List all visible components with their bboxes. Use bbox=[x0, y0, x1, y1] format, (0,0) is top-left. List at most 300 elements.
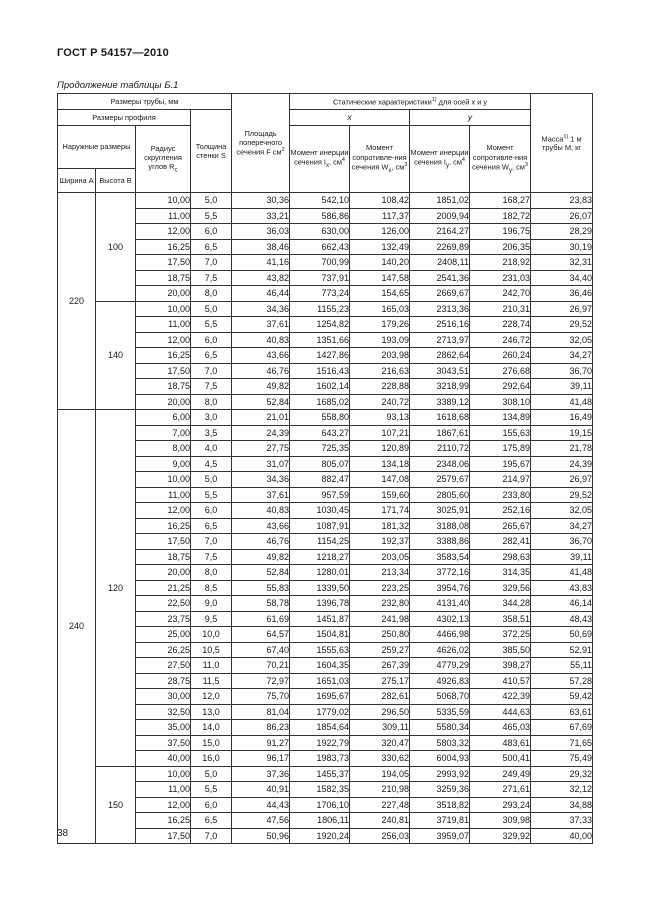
cell-radius: 6,00 bbox=[136, 410, 191, 426]
cell-thickness: 15,0 bbox=[191, 735, 232, 751]
table-row bbox=[58, 239, 593, 255]
table-row bbox=[58, 751, 593, 767]
cell-radius: 21,25 bbox=[136, 580, 191, 596]
cell-ix: 1806,11 bbox=[290, 813, 350, 829]
cell-wx: 223,25 bbox=[350, 580, 410, 596]
cell-iy: 1851,02 bbox=[410, 193, 470, 209]
cell-radius: 26,25 bbox=[136, 642, 191, 658]
cell-thickness: 4,0 bbox=[191, 441, 232, 457]
cell-ix: 630,00 bbox=[290, 224, 350, 240]
cell-area: 75,70 bbox=[232, 689, 290, 705]
table-row bbox=[58, 627, 593, 643]
cell-radius: 16,25 bbox=[136, 813, 191, 829]
cell-wy: 292,64 bbox=[470, 379, 531, 395]
cell-wx: 203,05 bbox=[350, 549, 410, 565]
cell-mass: 46,14 bbox=[531, 596, 593, 612]
cell-wx: 228,88 bbox=[350, 379, 410, 395]
cell-mass: 41,48 bbox=[531, 565, 593, 581]
table-row bbox=[58, 549, 593, 565]
cell-ix: 882,47 bbox=[290, 472, 350, 488]
cell-radius: 11,00 bbox=[136, 487, 191, 503]
cell-ix: 586,86 bbox=[290, 208, 350, 224]
cell-wy: 293,24 bbox=[470, 797, 531, 813]
cell-ix: 1779,02 bbox=[290, 704, 350, 720]
cell-radius: 11,00 bbox=[136, 782, 191, 798]
cell-iy: 4302,13 bbox=[410, 611, 470, 627]
cell-iy: 2348,06 bbox=[410, 456, 470, 472]
cell-ix: 1396,78 bbox=[290, 596, 350, 612]
table-row bbox=[58, 441, 593, 457]
cell-iy: 4131,40 bbox=[410, 596, 470, 612]
cell-ix: 700,99 bbox=[290, 255, 350, 271]
cell-ix: 542,10 bbox=[290, 193, 350, 209]
table-row bbox=[58, 332, 593, 348]
cell-wx: 275,17 bbox=[350, 673, 410, 689]
cell-mass: 26,97 bbox=[531, 472, 593, 488]
table-row bbox=[58, 611, 593, 627]
cell-radius: 35,00 bbox=[136, 720, 191, 736]
cell-mass: 39,11 bbox=[531, 379, 593, 395]
cell-iy: 5335,59 bbox=[410, 704, 470, 720]
cell-radius: 12,00 bbox=[136, 332, 191, 348]
cell-mass: 28,29 bbox=[531, 224, 593, 240]
cell-wy: 398,27 bbox=[470, 658, 531, 674]
cell-area: 47,56 bbox=[232, 813, 290, 829]
cell-iy: 3583,54 bbox=[410, 549, 470, 565]
cell-iy: 2993,92 bbox=[410, 766, 470, 782]
cell-thickness: 11,5 bbox=[191, 673, 232, 689]
cell-radius: 10,00 bbox=[136, 766, 191, 782]
cell-mass: 36,70 bbox=[531, 534, 593, 550]
cell-mass: 57,28 bbox=[531, 673, 593, 689]
cell-ix: 1155,23 bbox=[290, 301, 350, 317]
cell-wy: 385,50 bbox=[470, 642, 531, 658]
cell-wx: 120,89 bbox=[350, 441, 410, 457]
cell-area: 27,75 bbox=[232, 441, 290, 457]
cell-mass: 43,83 bbox=[531, 580, 593, 596]
cell-mass: 32,31 bbox=[531, 255, 593, 271]
cell-radius: 12,00 bbox=[136, 224, 191, 240]
cell-radius: 8,00 bbox=[136, 441, 191, 457]
cell-wy: 182,72 bbox=[470, 208, 531, 224]
cell-radius: 32,50 bbox=[136, 704, 191, 720]
cell-ix: 1685,02 bbox=[290, 394, 350, 410]
cell-thickness: 6,5 bbox=[191, 239, 232, 255]
cell-wx: 117,37 bbox=[350, 208, 410, 224]
cell-area: 52,84 bbox=[232, 565, 290, 581]
table-header bbox=[58, 94, 593, 193]
cell-thickness: 3,5 bbox=[191, 425, 232, 441]
cell-wx: 147,08 bbox=[350, 472, 410, 488]
cell-wy: 372,25 bbox=[470, 627, 531, 643]
cell-width: 220 bbox=[58, 193, 96, 410]
cell-wy: 214,97 bbox=[470, 472, 531, 488]
cell-thickness: 6,5 bbox=[191, 348, 232, 364]
cell-wy: 329,56 bbox=[470, 580, 531, 596]
cell-area: 49,82 bbox=[232, 379, 290, 395]
cell-thickness: 3,0 bbox=[191, 410, 232, 426]
cell-wx: 154,65 bbox=[350, 286, 410, 302]
cell-wx: 227,48 bbox=[350, 797, 410, 813]
cell-mass: 40,00 bbox=[531, 828, 593, 844]
cell-radius: 18,75 bbox=[136, 379, 191, 395]
table-row bbox=[58, 286, 593, 302]
cell-iy: 6004,93 bbox=[410, 751, 470, 767]
cell-mass: 34,88 bbox=[531, 797, 593, 813]
cell-iy: 2408,11 bbox=[410, 255, 470, 271]
cell-thickness: 5,5 bbox=[191, 487, 232, 503]
cell-wx: 240,72 bbox=[350, 394, 410, 410]
table-row bbox=[58, 642, 593, 658]
table-row bbox=[58, 580, 593, 596]
cell-radius: 40,00 bbox=[136, 751, 191, 767]
cell-wy: 231,03 bbox=[470, 270, 531, 286]
cell-mass: 26,97 bbox=[531, 301, 593, 317]
cell-mass: 39,11 bbox=[531, 549, 593, 565]
cell-wx: 213,34 bbox=[350, 565, 410, 581]
cell-thickness: 6,0 bbox=[191, 332, 232, 348]
cell-wy: 196,75 bbox=[470, 224, 531, 240]
cell-wx: 309,11 bbox=[350, 720, 410, 736]
cell-radius: 7,00 bbox=[136, 425, 191, 441]
cell-area: 44,43 bbox=[232, 797, 290, 813]
cell-thickness: 6,5 bbox=[191, 518, 232, 534]
table-row bbox=[58, 720, 593, 736]
cell-thickness: 8,5 bbox=[191, 580, 232, 596]
cell-iy: 3218,99 bbox=[410, 379, 470, 395]
cell-radius: 22,50 bbox=[136, 596, 191, 612]
table-row bbox=[58, 503, 593, 519]
cell-thickness: 6,5 bbox=[191, 813, 232, 829]
cell-mass: 32,05 bbox=[531, 503, 593, 519]
table-row bbox=[58, 410, 593, 426]
cell-wx: 232,80 bbox=[350, 596, 410, 612]
cell-radius: 16,25 bbox=[136, 348, 191, 364]
cell-area: 58,78 bbox=[232, 596, 290, 612]
cell-iy: 2713,97 bbox=[410, 332, 470, 348]
cell-ix: 1651,03 bbox=[290, 673, 350, 689]
cell-area: 43,82 bbox=[232, 270, 290, 286]
cell-area: 81,04 bbox=[232, 704, 290, 720]
cell-wy: 422,39 bbox=[470, 689, 531, 705]
cell-iy: 4779,29 bbox=[410, 658, 470, 674]
cell-ix: 1154,25 bbox=[290, 534, 350, 550]
table-row bbox=[58, 193, 593, 209]
cell-mass: 36,70 bbox=[531, 363, 593, 379]
cell-area: 55,83 bbox=[232, 580, 290, 596]
cell-iy: 3518,82 bbox=[410, 797, 470, 813]
cell-radius: 20,00 bbox=[136, 394, 191, 410]
cell-wx: 194,05 bbox=[350, 766, 410, 782]
cell-thickness: 13,0 bbox=[191, 704, 232, 720]
cell-radius: 16,25 bbox=[136, 239, 191, 255]
table-row bbox=[58, 255, 593, 271]
cell-wx: 296,50 bbox=[350, 704, 410, 720]
cell-wx: 181,32 bbox=[350, 518, 410, 534]
cell-radius: 12,00 bbox=[136, 503, 191, 519]
cell-thickness: 5,5 bbox=[191, 208, 232, 224]
cell-iy: 3772,16 bbox=[410, 565, 470, 581]
cell-thickness: 8,0 bbox=[191, 565, 232, 581]
cell-area: 40,83 bbox=[232, 503, 290, 519]
cell-wx: 159,60 bbox=[350, 487, 410, 503]
cell-thickness: 12,0 bbox=[191, 689, 232, 705]
cell-mass: 71,65 bbox=[531, 735, 593, 751]
cell-wx: 179,26 bbox=[350, 317, 410, 333]
header-thickness: Толщина стенки S bbox=[191, 110, 232, 193]
cell-area: 67,40 bbox=[232, 642, 290, 658]
cell-wy: 358,51 bbox=[470, 611, 531, 627]
cell-iy: 2269,89 bbox=[410, 239, 470, 255]
cell-iy: 4466,98 bbox=[410, 627, 470, 643]
cell-mass: 50,69 bbox=[531, 627, 593, 643]
cell-mass: 52,91 bbox=[531, 642, 593, 658]
cell-area: 96,17 bbox=[232, 751, 290, 767]
cell-radius: 25,00 bbox=[136, 627, 191, 643]
cell-ix: 558,80 bbox=[290, 410, 350, 426]
cell-radius: 10,00 bbox=[136, 472, 191, 488]
table-row bbox=[58, 828, 593, 844]
table-row bbox=[58, 301, 593, 317]
cell-thickness: 5,0 bbox=[191, 766, 232, 782]
pipe-properties-table bbox=[57, 93, 593, 844]
cell-radius: 10,00 bbox=[136, 301, 191, 317]
cell-area: 34,36 bbox=[232, 472, 290, 488]
cell-wy: 252,16 bbox=[470, 503, 531, 519]
header-radius: Радиус скругления углов $R_с$ bbox=[136, 126, 191, 193]
cell-ix: 1280,01 bbox=[290, 565, 350, 581]
cell-iy: 5803,32 bbox=[410, 735, 470, 751]
cell-wy: 444,63 bbox=[470, 704, 531, 720]
cell-area: 34,36 bbox=[232, 301, 290, 317]
cell-height: 100 bbox=[96, 193, 136, 302]
cell-area: 52,84 bbox=[232, 394, 290, 410]
cell-radius: 10,00 bbox=[136, 193, 191, 209]
cell-thickness: 8,0 bbox=[191, 286, 232, 302]
header-mass: Масса$^{1)}$ 1 м трубы M, кг bbox=[531, 94, 593, 193]
cell-ix: 1706,10 bbox=[290, 797, 350, 813]
cell-ix: 1218,27 bbox=[290, 549, 350, 565]
cell-wx: 132,49 bbox=[350, 239, 410, 255]
cell-area: 38,46 bbox=[232, 239, 290, 255]
cell-thickness: 9,0 bbox=[191, 596, 232, 612]
cell-radius: 18,75 bbox=[136, 549, 191, 565]
cell-radius: 28,75 bbox=[136, 673, 191, 689]
cell-wx: 134,18 bbox=[350, 456, 410, 472]
page-number: 38 bbox=[57, 828, 69, 839]
cell-iy: 1618,68 bbox=[410, 410, 470, 426]
cell-wx: 210,98 bbox=[350, 782, 410, 798]
cell-wy: 168,27 bbox=[470, 193, 531, 209]
cell-wx: 320,47 bbox=[350, 735, 410, 751]
cell-wy: 344,28 bbox=[470, 596, 531, 612]
table-row bbox=[58, 797, 593, 813]
cell-mass: 29,52 bbox=[531, 317, 593, 333]
table-row bbox=[58, 673, 593, 689]
table-row bbox=[58, 270, 593, 286]
cell-mass: 34,27 bbox=[531, 518, 593, 534]
cell-ix: 1427,86 bbox=[290, 348, 350, 364]
cell-wy: 314,35 bbox=[470, 565, 531, 581]
cell-ix: 1254,82 bbox=[290, 317, 350, 333]
cell-area: 30,36 bbox=[232, 193, 290, 209]
cell-iy: 3388,86 bbox=[410, 534, 470, 550]
cell-wx: 241,98 bbox=[350, 611, 410, 627]
cell-thickness: 6,0 bbox=[191, 503, 232, 519]
cell-mass: 16,49 bbox=[531, 410, 593, 426]
cell-wy: 260,24 bbox=[470, 348, 531, 364]
cell-iy: 2164,27 bbox=[410, 224, 470, 240]
cell-area: 40,83 bbox=[232, 332, 290, 348]
cell-area: 36,03 bbox=[232, 224, 290, 240]
cell-wy: 465,03 bbox=[470, 720, 531, 736]
cell-mass: 29,52 bbox=[531, 487, 593, 503]
cell-area: 50,96 bbox=[232, 828, 290, 844]
cell-thickness: 7,5 bbox=[191, 270, 232, 286]
cell-radius: 17,50 bbox=[136, 363, 191, 379]
cell-mass: 36,46 bbox=[531, 286, 593, 302]
table-row bbox=[58, 766, 593, 782]
table-row bbox=[58, 208, 593, 224]
cell-wx: 330,62 bbox=[350, 751, 410, 767]
cell-area: 37,61 bbox=[232, 487, 290, 503]
header-height: Высота B bbox=[96, 169, 136, 193]
cell-wx: 107,21 bbox=[350, 425, 410, 441]
document-title: ГОСТ Р 54157—2010 bbox=[57, 47, 169, 59]
cell-thickness: 5,0 bbox=[191, 472, 232, 488]
cell-area: 33,21 bbox=[232, 208, 290, 224]
cell-iy: 2313,36 bbox=[410, 301, 470, 317]
cell-thickness: 7,0 bbox=[191, 363, 232, 379]
cell-thickness: 16,0 bbox=[191, 751, 232, 767]
cell-ix: 725,35 bbox=[290, 441, 350, 457]
cell-wx: 259,27 bbox=[350, 642, 410, 658]
header-iy: Момент инерции сечения $I_y$, $см^4$ bbox=[410, 126, 470, 193]
cell-iy: 3719,81 bbox=[410, 813, 470, 829]
table-row bbox=[58, 394, 593, 410]
cell-iy: 4626,02 bbox=[410, 642, 470, 658]
cell-area: 70,21 bbox=[232, 658, 290, 674]
cell-thickness: 5,5 bbox=[191, 782, 232, 798]
cell-thickness: 5,0 bbox=[191, 301, 232, 317]
cell-wy: 134,89 bbox=[470, 410, 531, 426]
cell-mass: 26,07 bbox=[531, 208, 593, 224]
cell-wy: 271,61 bbox=[470, 782, 531, 798]
table-row bbox=[58, 224, 593, 240]
cell-thickness: 10,0 bbox=[191, 627, 232, 643]
cell-ix: 1030,45 bbox=[290, 503, 350, 519]
cell-area: 86,23 bbox=[232, 720, 290, 736]
cell-thickness: 8,0 bbox=[191, 394, 232, 410]
cell-wy: 298,63 bbox=[470, 549, 531, 565]
cell-ix: 805,07 bbox=[290, 456, 350, 472]
cell-wy: 500,41 bbox=[470, 751, 531, 767]
cell-wy: 282,41 bbox=[470, 534, 531, 550]
cell-thickness: 5,5 bbox=[191, 317, 232, 333]
header-width: Ширина A bbox=[58, 169, 96, 193]
cell-area: 31,07 bbox=[232, 456, 290, 472]
cell-width: 240 bbox=[58, 410, 96, 844]
cell-wx: 165,03 bbox=[350, 301, 410, 317]
cell-thickness: 6,0 bbox=[191, 224, 232, 240]
cell-wx: 171,74 bbox=[350, 503, 410, 519]
cell-mass: 63,61 bbox=[531, 704, 593, 720]
cell-wy: 218,92 bbox=[470, 255, 531, 271]
cell-area: 49,82 bbox=[232, 549, 290, 565]
cell-radius: 17,50 bbox=[136, 255, 191, 271]
cell-area: 41,16 bbox=[232, 255, 290, 271]
cell-iy: 2579,67 bbox=[410, 472, 470, 488]
cell-thickness: 11,0 bbox=[191, 658, 232, 674]
table-row bbox=[58, 317, 593, 333]
cell-ix: 1351,66 bbox=[290, 332, 350, 348]
cell-radius: 20,00 bbox=[136, 565, 191, 581]
cell-ix: 1555,63 bbox=[290, 642, 350, 658]
cell-area: 46,76 bbox=[232, 363, 290, 379]
cell-mass: 34,27 bbox=[531, 348, 593, 364]
cell-ix: 1455,37 bbox=[290, 766, 350, 782]
cell-radius: 37,50 bbox=[136, 735, 191, 751]
cell-wx: 267,39 bbox=[350, 658, 410, 674]
cell-thickness: 7,0 bbox=[191, 255, 232, 271]
cell-wy: 410,57 bbox=[470, 673, 531, 689]
cell-area: 40,91 bbox=[232, 782, 290, 798]
cell-wy: 246,72 bbox=[470, 332, 531, 348]
cell-ix: 662,43 bbox=[290, 239, 350, 255]
cell-mass: 41,48 bbox=[531, 394, 593, 410]
table-row bbox=[58, 689, 593, 705]
cell-wx: 140,20 bbox=[350, 255, 410, 271]
cell-iy: 3259,36 bbox=[410, 782, 470, 798]
cell-iy: 3025,91 bbox=[410, 503, 470, 519]
cell-wx: 216,63 bbox=[350, 363, 410, 379]
cell-ix: 1504,81 bbox=[290, 627, 350, 643]
header-pipe-sizes: Размеры трубы, мм bbox=[58, 94, 232, 110]
table-row bbox=[58, 813, 593, 829]
cell-area: 64,57 bbox=[232, 627, 290, 643]
table-row bbox=[58, 735, 593, 751]
cell-mass: 48,43 bbox=[531, 611, 593, 627]
cell-wx: 93,13 bbox=[350, 410, 410, 426]
cell-radius: 18,75 bbox=[136, 270, 191, 286]
cell-wy: 228,74 bbox=[470, 317, 531, 333]
cell-iy: 2862,64 bbox=[410, 348, 470, 364]
cell-radius: 16,25 bbox=[136, 518, 191, 534]
cell-radius: 12,00 bbox=[136, 797, 191, 813]
table-row bbox=[58, 704, 593, 720]
table-row bbox=[58, 518, 593, 534]
cell-area: 37,61 bbox=[232, 317, 290, 333]
cell-ix: 1516,43 bbox=[290, 363, 350, 379]
cell-wy: 329,92 bbox=[470, 828, 531, 844]
cell-ix: 1854,64 bbox=[290, 720, 350, 736]
cell-ix: 1582,35 bbox=[290, 782, 350, 798]
cell-mass: 21,78 bbox=[531, 441, 593, 457]
cell-mass: 30,19 bbox=[531, 239, 593, 255]
cell-mass: 19,15 bbox=[531, 425, 593, 441]
cell-wy: 242,70 bbox=[470, 286, 531, 302]
cell-mass: 59,42 bbox=[531, 689, 593, 705]
table-row bbox=[58, 472, 593, 488]
cell-ix: 773,24 bbox=[290, 286, 350, 302]
cell-area: 91,27 bbox=[232, 735, 290, 751]
cell-iy: 2009,94 bbox=[410, 208, 470, 224]
cell-iy: 2669,67 bbox=[410, 286, 470, 302]
cell-wx: 256,03 bbox=[350, 828, 410, 844]
cell-ix: 1604,35 bbox=[290, 658, 350, 674]
header-axis-y: y bbox=[410, 110, 531, 126]
cell-wy: 276,68 bbox=[470, 363, 531, 379]
